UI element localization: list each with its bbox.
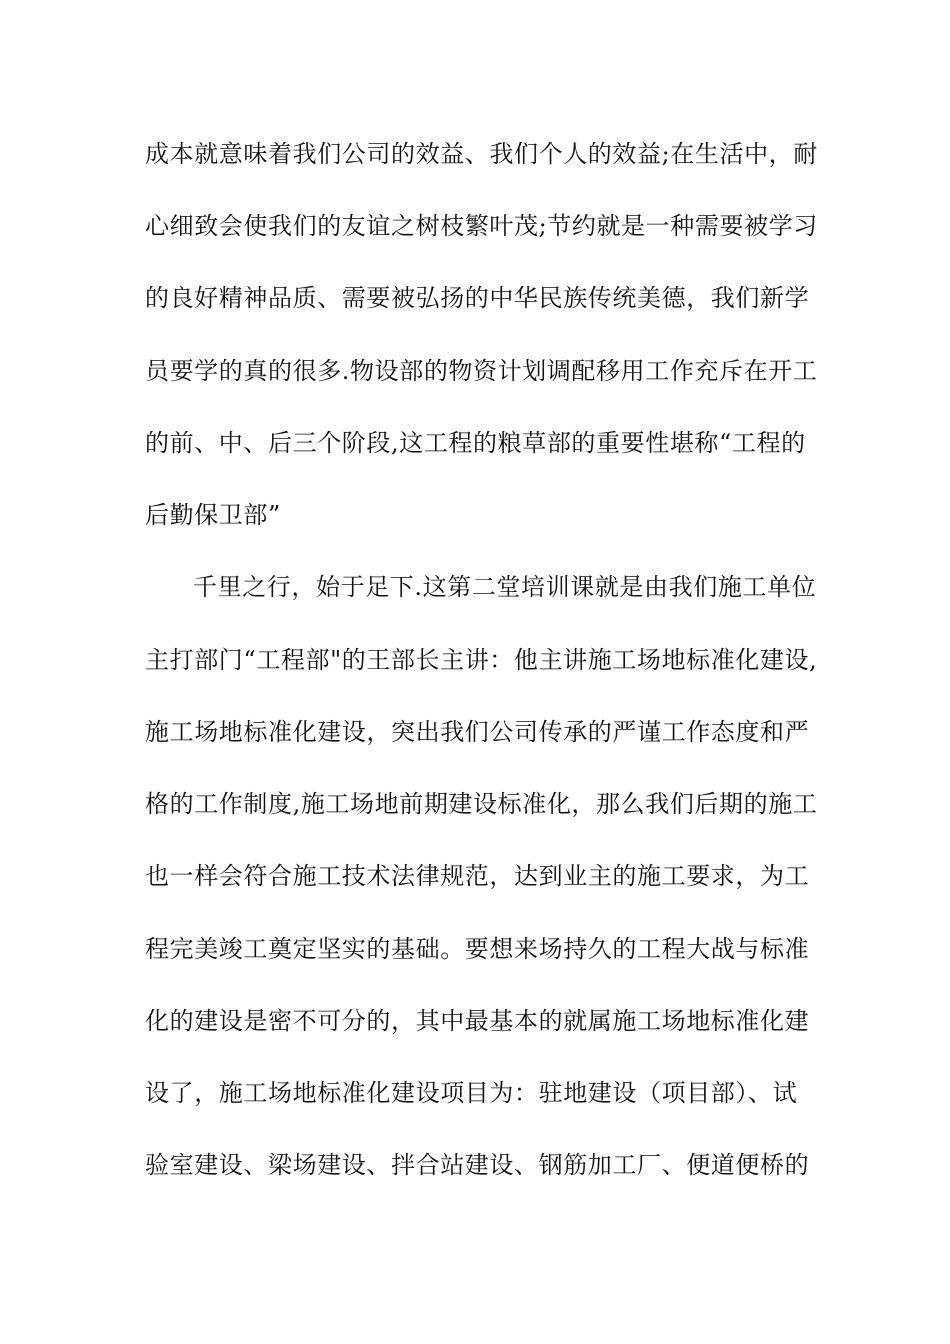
text-line: 化的建设是密不可分的，其中最基本的就属施工场地标准化建 bbox=[145, 1007, 810, 1035]
text-line: 的良好精神品质、需要被弘扬的中华民族传统美德，我们新学 bbox=[145, 284, 810, 312]
text-line: 员要学的真的很多.物设部的物资计划调配移用工作充斥在开工 bbox=[145, 357, 818, 385]
text-line: 验室建设、梁场建设、拌合站建设、钢筋加工厂、便道便桥的 bbox=[145, 1151, 810, 1179]
text-line: 成本就意味着我们公司的效益、我们个人的效益;在生活中，耐 bbox=[145, 140, 818, 168]
paragraph-first-line: 千里之行，始于足下.这第二堂培训课就是由我们施工单位 bbox=[193, 573, 817, 601]
text-line: 格的工作制度,施工场地前期建设标准化，那么我们后期的施工 bbox=[145, 790, 818, 818]
text-line: 设了，施工场地标准化建设项目为：驻地建设（项目部）、试 bbox=[145, 1079, 798, 1107]
text-line: 主打部门“工程部"的王部长主讲：他主讲施工场地标准化建设, bbox=[145, 646, 818, 674]
text-line: 程完美竣工奠定坚实的基础。要想来场持久的工程大战与标准 bbox=[145, 935, 810, 963]
text-line: 也一样会符合施工技术法律规范，达到业主的施工要求，为工 bbox=[145, 862, 810, 890]
text-line: 的前、中、后三个阶段,这工程的粮草部的重要性堪称“工程的 bbox=[145, 429, 806, 457]
text-line: 心细致会使我们的友谊之树枝繁叶茂;节约就是一种需要被学习 bbox=[145, 212, 818, 240]
text-line: 施工场地标准化建设，突出我们公司传承的严谨工作态度和严 bbox=[145, 718, 810, 746]
text-line: 后勤保卫部” bbox=[145, 501, 281, 529]
